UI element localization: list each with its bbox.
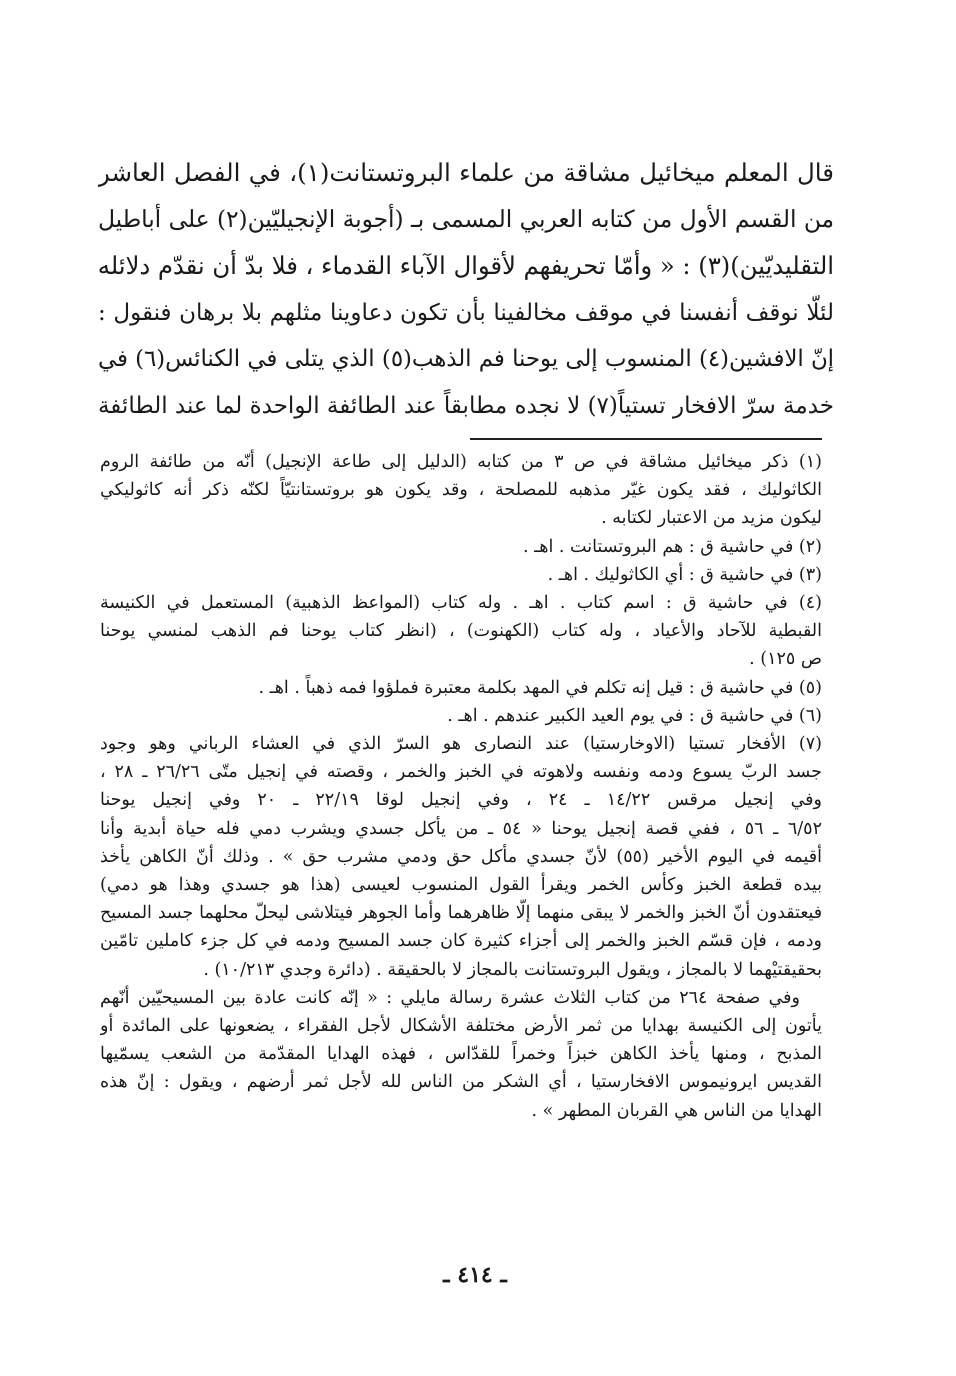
footnotes-block [100, 448, 822, 1125]
footnote-line: (٧) الأفخار تستيا (الاوخارستيا) عند النصارى هو السرّ الذي في العشاء الرباني وهو وجود [100, 734, 822, 755]
footnote-line: القديس ايرونيموس الافخارستيا ، أي الشكر من الناس لله لأجل ثمر أرضهم ، ويقول : إنّ هذه [100, 1072, 822, 1093]
page-number: ـ ٤١٤ ـ [443, 1262, 507, 1288]
main-text-line: خدمة سرّ الافخار تستياً(٧) لا نجده مطابقاً عند الطائفة الواحدة لما عند الطائفة [98, 392, 834, 419]
footnote-line: (٥) في حاشية ق : قيل إنه تكلم في المهد بكلمة معتبرة فملؤوا فمه ذهباً . اهـ . [258, 677, 822, 698]
footnote-line: (٦) في حاشية ق : في يوم العيد الكبير عندهم . اهـ . [447, 705, 822, 726]
footnote-line: ليكون مزيد من الاعتبار لكتابه . [601, 508, 822, 529]
footnote-line: (١) ذكر ميخائيل مشاقة في ص ٣ من كتابه (الدليل إلى طاعة الإنجيل) أنّه من طائفة الروم [100, 452, 822, 472]
main-text-line: من القسم الأول من كتابه العربي المسمى بـ (أجوبة الإنجيليّين(٢) على أباطيل [98, 205, 834, 233]
footnote-line: أقيمه في اليوم الأخير (٥٥) لأنّ جسدي مأكل حق ودمي مشرب حق » . وذلك أنّ الكاهن يأخذ [100, 846, 822, 867]
footnote-line: ص ١٢٥) . [749, 649, 822, 670]
footnote-line: يأتون إلى الكنيسة بهدايا من ثمر الأرض مختلفة الأشكال لأجل الفقراء ، يضعونها على المائدة أو [100, 1016, 822, 1037]
footnote-line: بحقيقتيْهما لا بالمجاز ، ويقول البروتستانت بالمجاز لا بالحقيقة . (دائرة وجدي ١٠/٢١٣) . [203, 959, 822, 980]
footnote-line: جسد الربّ يسوع ودمه ونفسه ولاهوته في الخبز والخمر ، وقصته في إنجيل متّى ٢٦/٢٦ ـ ٢٨ ، [100, 762, 822, 783]
main-text-line: إنّ الافشين(٤) المنسوب إلى يوحنا فم الذهب(٥) الذي يتلى في الكنائس(٦) في [98, 346, 834, 372]
footnote-separator [470, 438, 822, 440]
footnote-line: وفي صفحة ٢٦٤ من كتاب الثلاث عشرة رسالة مايلي : « إنّه كانت عادة بين المسيحيّين أنّهم [100, 987, 800, 1008]
footnote-line: (٢) في حاشية ق : هم البروتستانت . اهـ . [523, 536, 822, 557]
footnote-line: (٣) في حاشية ق : أي الكاثوليك . اهـ . [547, 564, 822, 585]
footnote-line: المذبح ، ومنها يأخذ الكاهن خبزاً وخمراً للقدّاس ، فهذه الهدايا المقدّمة من الشعب يسمّيها [100, 1044, 822, 1065]
footnote-line: بيده قطعة الخبز وكأس الخمر ويقرأ القول المنسوب لعيسى (هذا هو جسدي وهذا هو دمي) [100, 875, 822, 896]
footnote-line: (٤) في حاشية ق : اسم كتاب . اهـ . وله كتاب (المواعظ الذهبية) المستعمل في الكنيسة [100, 593, 822, 614]
main-text-block [98, 150, 834, 429]
main-text-line: التقليديّين)(٣) : « وأمّا تحريفهم لأقوال الآباء القدماء ، فلا بدّ أن نقدّم دلائله [98, 251, 834, 280]
footnote-line: الكاثوليك ، فقد يكون غيّر مذهبه للمصلحة ، وقد يكون هو بروتستانتيّاً لكنّه ذكر أنه كاثوليكي [100, 480, 822, 501]
footnote-line: وفي إنجيل مرقس ١٤/٢٢ ـ ٢٤ ، وفي إنجيل لوقا ٢٢/١٩ ـ ٢٠ وفي إنجيل يوحنا [100, 790, 822, 811]
main-text-line: لئلّا نوقف أنفسنا في موقف مخالفينا بأن تكون دعاوينا مثلهم بلا برهان فنقول : [98, 299, 834, 326]
main-text-line: قال المعلم ميخائيل مشاقة من علماء البروتستانت(١)، في الفصل العاشر [98, 158, 834, 187]
footnote-line: ٦/٥٢ ـ ٥٦ ، ففي قصة إنجيل يوحنا « ٥٤ ـ من يأكل جسدي ويشرب دمي فله حياة أبدية وأنا [100, 818, 822, 839]
footnote-line: الهدايا من الناس هي القربان المطهر » . [531, 1100, 822, 1121]
footnote-line: ودمه ، فإن قسّم الخبز والخمر إلى أجزاء كثيرة كان جسد المسيح ودمه في كل جزء كاملين تامّين [100, 931, 822, 952]
footnote-line: فيعتقدون أنّ الخبز والخمر لا يبقى منهما إلّا ظاهرهما وأما الجوهر فيتلاشى ليحلّ محلهما جسد المسيح [100, 903, 822, 924]
footnote-line: القبطية للآحاد والأعياد ، وله كتاب (الكهنوت) ، (انظر كتاب يوحنا فم الذهب لمنسي يوحنا [100, 621, 822, 642]
